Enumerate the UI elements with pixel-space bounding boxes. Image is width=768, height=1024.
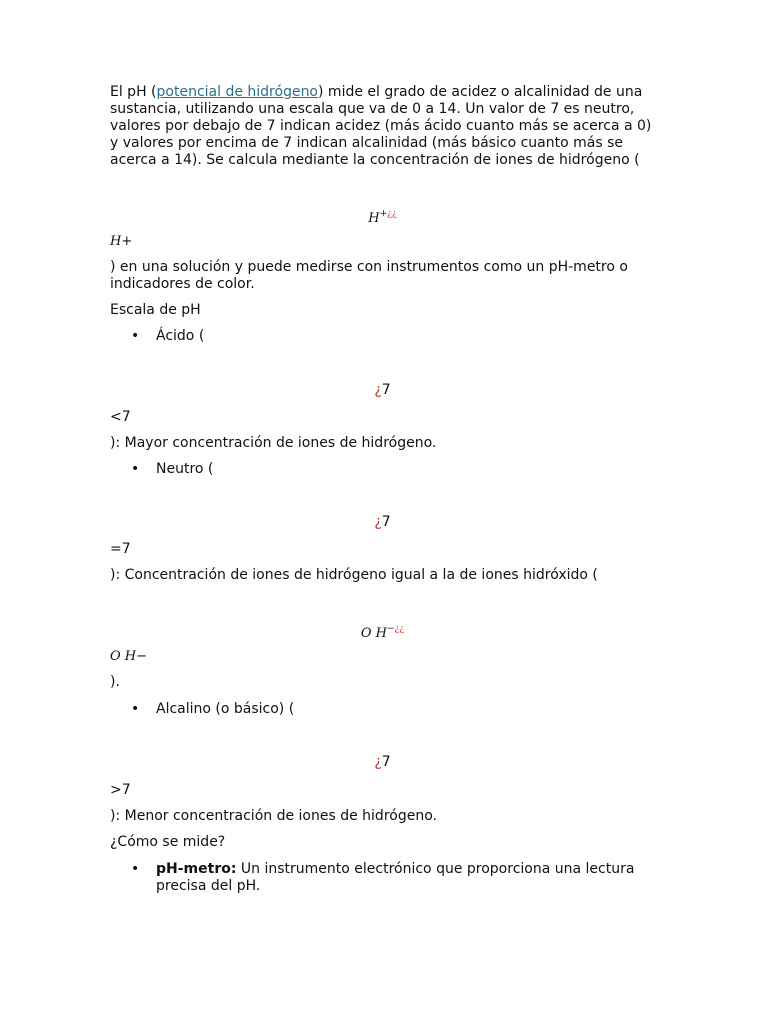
bullet: • <box>131 861 140 877</box>
eq-oh-sup-minus: − <box>386 624 395 634</box>
list-item-acid <box>110 328 655 345</box>
link-potencial-hidrogeno[interactable]: potencial de hidrógeno <box>156 84 319 100</box>
alkaline-description: ): Menor concentración de iones de hidrógeno. <box>110 808 437 824</box>
eq-h-base: H <box>368 211 380 226</box>
acid-label: Ácido ( <box>156 328 205 344</box>
alkaline-eq-num: 7 <box>381 754 391 770</box>
intro-prefix: El pH ( <box>110 84 157 100</box>
neutral-list <box>110 461 655 478</box>
alkaline-list <box>110 701 655 718</box>
neutral-description: ): Concentración de iones de hidrógeno igual a la de iones hidróxido ( <box>110 567 598 583</box>
measure-list <box>110 861 655 895</box>
acid-list <box>110 328 655 345</box>
oh-minus-inline <box>110 648 655 665</box>
h-plus-op: + <box>121 234 133 249</box>
measure-heading: ¿Cómo se mide? <box>110 834 226 850</box>
list-item-neutral <box>110 461 655 478</box>
alkaline-eq-mark: ¿ <box>374 754 382 770</box>
after-oh-text: ). <box>110 674 120 690</box>
acid-eq-num: 7 <box>381 382 391 398</box>
alkaline-relation: >7 <box>110 782 131 798</box>
alkaline-equation-centered <box>110 754 655 771</box>
neutral-label: Neutro ( <box>156 461 214 477</box>
neutral-relation: =7 <box>110 541 131 557</box>
acid-relation: <7 <box>110 409 131 425</box>
list-item-alkaline <box>110 701 655 718</box>
phmeter-term: pH-metro: <box>156 861 237 877</box>
h-plus-inline <box>110 233 655 250</box>
acid-description: ): Mayor concentración de iones de hidrógeno. <box>110 435 437 451</box>
list-item-phmeter <box>110 861 655 895</box>
eq-oh-sup-marks: ¿¿ <box>394 624 405 634</box>
scale-heading: Escala de pH <box>110 302 201 318</box>
eq-oh-base: O H <box>360 626 387 641</box>
neutral-eq-num: 7 <box>381 514 391 530</box>
eq-h-sup-marks: ¿¿ <box>387 209 397 219</box>
bullet: • <box>131 461 140 477</box>
document-body <box>110 84 655 895</box>
intro-paragraph <box>110 84 655 169</box>
neutral-equation-centered <box>110 514 655 531</box>
phmeter-text: Un instrumento electrónico que proporciona una lectura precisa del pH. <box>156 861 635 894</box>
equation-h-plus-centered <box>110 206 655 226</box>
acid-eq-mark: ¿ <box>374 382 382 398</box>
equation-oh-minus-centered <box>110 621 655 641</box>
alkaline-label: Alcalino (o básico) ( <box>156 701 295 717</box>
acid-equation-centered <box>110 382 655 399</box>
bullet: • <box>131 328 140 344</box>
intro-rest: ) mide el grado de acidez o alcalinidad de una sustancia, utilizando una escala que va de 0 a 14. Un valor de 7 es neutro, valores por debajo de 7 indican acidez (más ácido cuanto más se acerca a 0) y valores por encima de 7 indican alcalinidad (más básico cuanto más se acerca a 14). Se calcula mediante la concentración de iones de hidrógeno ( <box>110 84 652 168</box>
eq-h-sup-plus: + <box>379 209 388 219</box>
h-plus-var: H <box>110 234 122 249</box>
oh-minus-op: − <box>136 649 148 664</box>
bullet: • <box>131 701 140 717</box>
neutral-eq-mark: ¿ <box>374 514 382 530</box>
after-h-paragraph: ) en una solución y puede medirse con instrumentos como un pH-metro o indicadores de color. <box>110 259 628 292</box>
oh-minus-var: O H <box>110 649 137 664</box>
